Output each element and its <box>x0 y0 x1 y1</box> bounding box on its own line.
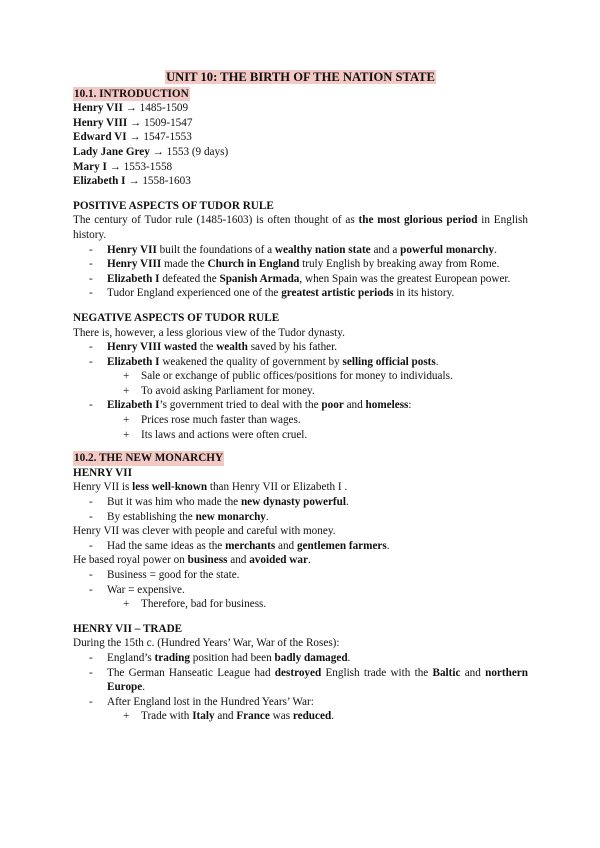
henry-vii-trade-heading: HENRY VII – TRADE <box>73 622 183 635</box>
list <box>73 568 528 612</box>
sub-list-item: + Its laws and actions were often cruel. <box>141 428 528 443</box>
sub-list-item: + Trade with Italy and France was reduced. <box>141 709 528 724</box>
paragraph: During the 15th c. (Hundred Years’ War, War of the Roses): <box>73 637 340 650</box>
list-item: - Henry VIII wasted the wealth saved by his father. <box>107 340 528 355</box>
list-item: - England’s trading position had been badly damaged. <box>107 651 528 666</box>
positive-aspects-heading: POSITIVE ASPECTS OF TUDOR RULE <box>73 199 274 212</box>
ruler-row: Lady Jane Grey → 1553 (9 days) <box>73 145 229 158</box>
list-item: - Business = good for the state. <box>107 568 528 583</box>
unit-title-text: UNIT 10: THE BIRTH OF THE NATION STATE <box>166 70 435 84</box>
ruler-list <box>73 101 528 189</box>
negative-aspects-heading: NEGATIVE ASPECTS OF TUDOR RULE <box>73 311 280 324</box>
sub-list <box>107 369 528 398</box>
list-item: - By establishing the new monarchy. <box>107 510 528 525</box>
list-item: - The German Hanseatic League had destroyed English trade with the Baltic and northern Europe. <box>107 666 528 695</box>
paragraph: Henry VII is less well-known than Henry VII or Elizabeth I . <box>73 481 348 494</box>
unit-title <box>73 70 528 85</box>
sub-list-item: + Sale or exchange of public offices/positions for money to individuals. <box>141 369 528 384</box>
list-item: - Elizabeth I’s government tried to deal with the poor and homeless: + Prices rose much faster than wages. + Its laws and actions were often cruel. <box>107 398 528 442</box>
section-heading-introduction: 10.1. INTRODUCTION <box>74 87 189 100</box>
list-item: - But it was him who made the new dynasty powerful. <box>107 495 528 510</box>
paragraph: Henry VII was clever with people and careful with money. <box>73 525 336 538</box>
ruler-row: Henry VII → 1485-1509 <box>73 102 189 115</box>
list-item: - Tudor England experienced one of the greatest artistic periods in its history. <box>107 286 528 301</box>
list-item: - Elizabeth I defeated the Spanish Armada, when Spain was the greatest European power. <box>107 272 528 287</box>
list <box>73 651 528 724</box>
sub-list <box>107 597 528 612</box>
document-page <box>73 70 528 724</box>
list-item: - Elizabeth I weakened the quality of government by selling official posts. + Sale or exchange of public offices/positions for money to individuals. + To avoid asking Parliament for money. <box>107 355 528 399</box>
sub-list-item: + Therefore, bad for business. <box>141 597 528 612</box>
list-item: - After England lost in the Hundred Years’ War: + Trade with Italy and France was reduced. <box>107 695 528 724</box>
ruler-row: Henry VIII → 1509-1547 <box>73 116 193 129</box>
positive-intro: The century of Tudor rule (1485-1603) is often thought of as the most glorious period in English history. <box>73 214 528 241</box>
list <box>73 495 528 524</box>
ruler-row: Mary I → 1553-1558 <box>73 160 173 173</box>
negative-intro: There is, however, a less glorious view of the Tudor dynasty. <box>73 326 345 339</box>
sub-list <box>107 709 528 724</box>
section-heading-new-monarchy: 10.2. THE NEW MONARCHY <box>74 452 224 465</box>
list-item: - War = expensive. + Therefore, bad for business. <box>107 583 528 612</box>
henry-vii-heading: HENRY VII <box>73 466 132 479</box>
sub-list <box>107 413 528 442</box>
sub-list-item: + Prices rose much faster than wages. <box>141 413 528 428</box>
sub-list-item: + To avoid asking Parliament for money. <box>141 384 528 399</box>
paragraph: He based royal power on business and avoided war. <box>73 554 311 567</box>
ruler-row: Elizabeth I → 1558-1603 <box>73 175 191 188</box>
list-item: - Henry VII built the foundations of a wealthy nation state and a powerful monarchy. <box>107 243 528 258</box>
list-item: - Henry VIII made the Church in England truly English by breaking away from Rome. <box>107 257 528 272</box>
positive-list <box>73 243 528 301</box>
ruler-row: Edward VI → 1547-1553 <box>73 131 192 144</box>
list-item: - Had the same ideas as the merchants and gentlemen farmers. <box>107 539 528 554</box>
list <box>73 539 528 554</box>
negative-list <box>73 340 528 442</box>
